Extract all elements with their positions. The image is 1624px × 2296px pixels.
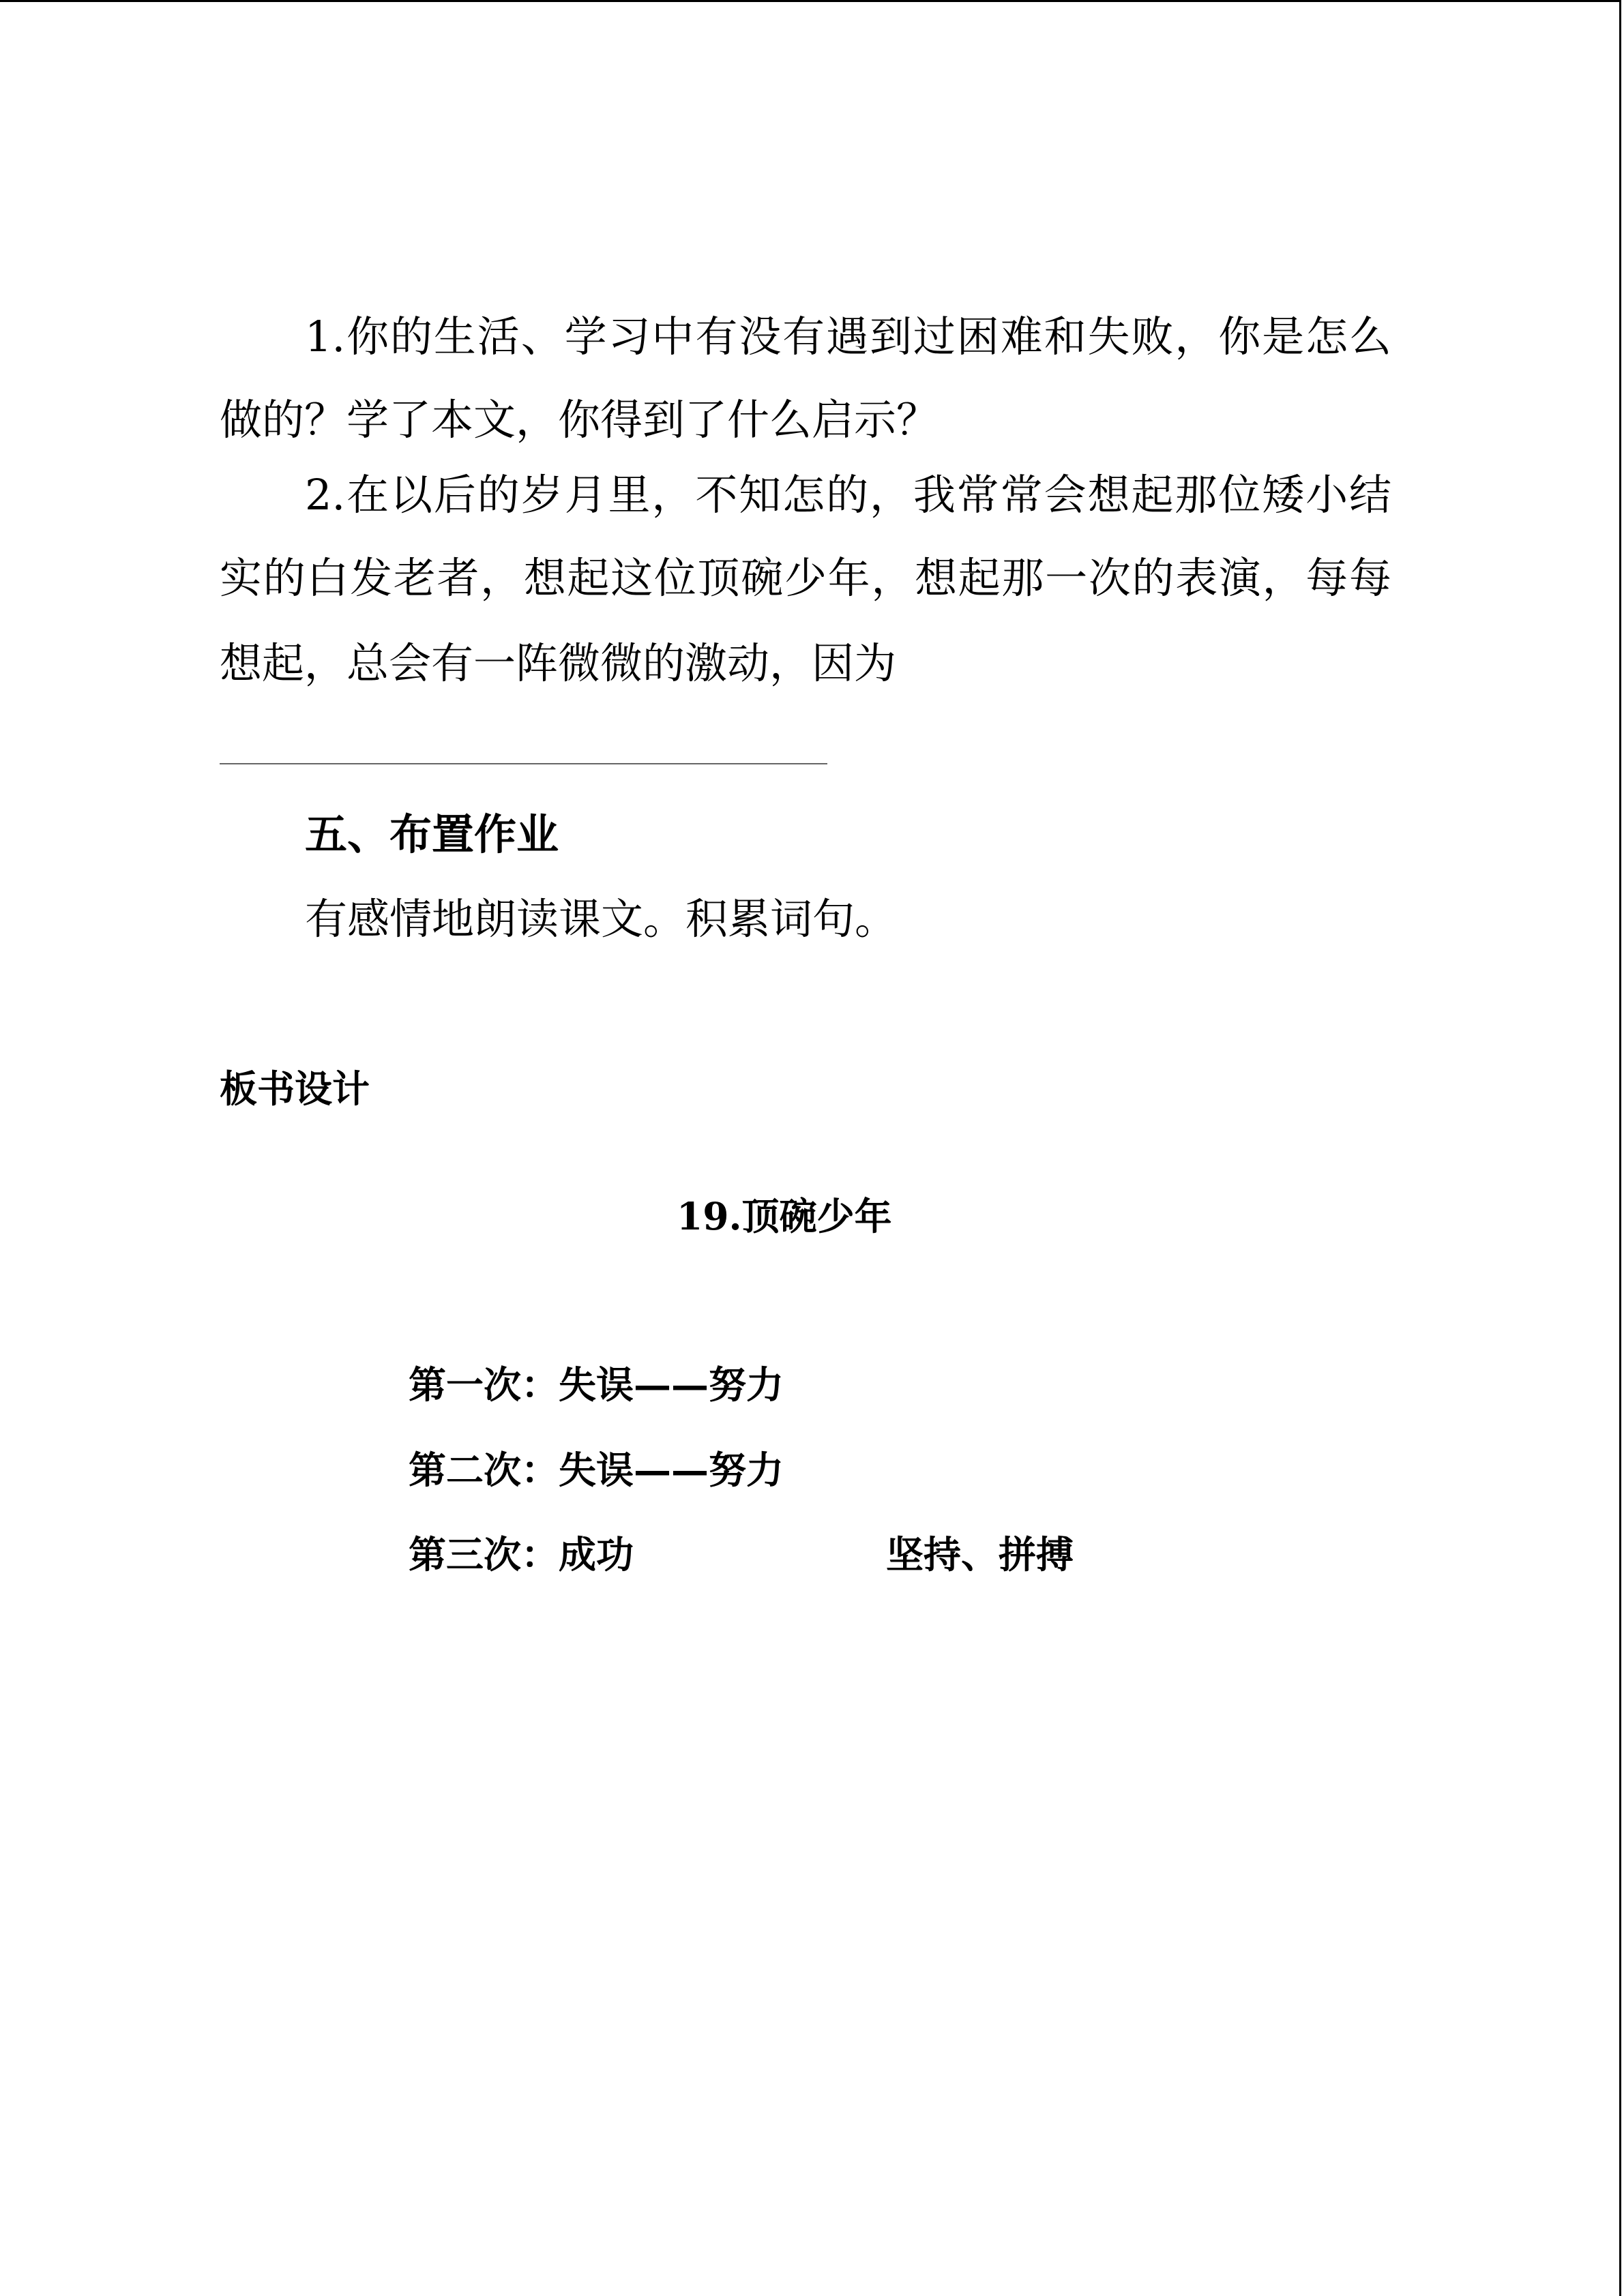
homework-text: 有感情地朗读课文。积累词句。 — [305, 894, 898, 944]
question-2-line-2: 实的白发老者，想起这位顶碗少年，想起那一次的表演，每每 — [220, 553, 1391, 603]
fill-in-blank-line — [220, 763, 827, 764]
question-1-line-1: 1.你的生活、学习中有没有遇到过困难和失败，你是怎么 — [305, 312, 1391, 361]
question-2-line-3: 想起，总会有一阵微微的激动，因为 — [220, 638, 897, 688]
question-2-line-1: 2.在以后的岁月里，不知怎的，我常常会想起那位矮小结 — [305, 470, 1391, 520]
homework-heading: 五、布置作业 — [305, 809, 559, 859]
board-row-3: 第三次：成功 — [409, 1532, 634, 1577]
board-design-label: 板书设计 — [220, 1067, 370, 1111]
board-row-1: 第一次：失误——努力 — [409, 1362, 784, 1407]
board-row-2: 第二次：失误——努力 — [409, 1448, 784, 1492]
board-title: 19.顶碗少年 — [677, 1194, 892, 1238]
board-row-3-right: 坚持、拼搏 — [886, 1532, 1074, 1577]
question-1-line-2: 做的？学了本文，你得到了什么启示？ — [220, 395, 939, 445]
